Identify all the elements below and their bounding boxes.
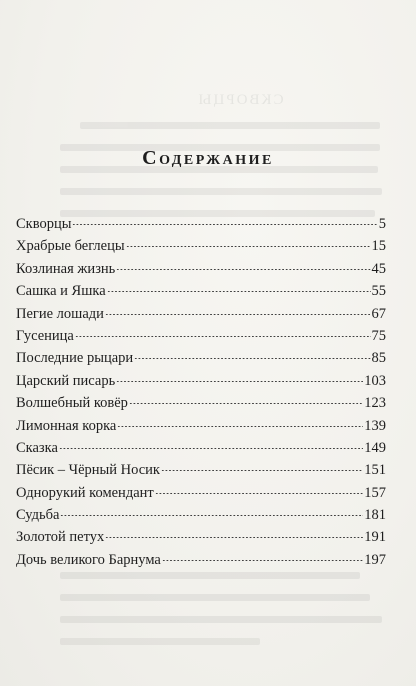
toc-entry-page-number: 123 — [364, 395, 386, 412]
toc-dot-leader — [155, 493, 364, 494]
toc-entry-page-number: 85 — [371, 350, 386, 367]
toc-entry-page-number: 5 — [378, 216, 386, 232]
toc-entry — [16, 235, 386, 257]
toc-entry — [16, 258, 386, 280]
toc-dot-leader — [72, 224, 377, 225]
toc-entry-title: Храбрые беглецы — [16, 238, 125, 255]
toc-entry-page-number: 15 — [371, 238, 386, 255]
toc-entry-title: Царский писарь — [16, 372, 116, 389]
toc-entry-title: Гусеница — [16, 327, 74, 344]
toc-entry — [16, 325, 386, 347]
toc-entry-page-number: 55 — [371, 283, 386, 300]
toc-entry-title: Козлиная жизнь — [16, 260, 116, 277]
reverse-page-heading: СКВОРЦЫ — [196, 92, 284, 108]
toc-entry — [16, 504, 386, 526]
toc-entry-page-number: 75 — [371, 327, 386, 344]
toc-dot-leader — [116, 269, 370, 270]
toc-dot-leader — [134, 358, 370, 359]
toc-dot-leader — [105, 314, 371, 315]
toc-entry-page-number: 191 — [364, 529, 386, 546]
toc-entry-title: Судьба — [16, 507, 60, 524]
toc-entry-page-number: 149 — [364, 439, 386, 456]
toc-entry-title: Однорукий комендант — [16, 484, 154, 501]
toc-dot-leader — [126, 246, 371, 247]
toc-entry — [16, 213, 386, 235]
toc-entry-page-number: 139 — [364, 417, 386, 434]
toc-entry — [16, 459, 386, 481]
toc-entry-title: Золотой петух — [16, 529, 105, 546]
toc-dot-leader — [75, 336, 371, 337]
toc-entry-title: Сашка и Яшка — [16, 283, 106, 300]
table-of-contents — [16, 213, 386, 571]
toc-entry-title: Пёсик – Чёрный Носик — [16, 462, 160, 479]
page-title: Содержание — [142, 147, 274, 169]
toc-entry-title: Последние рыцари — [16, 350, 134, 367]
toc-entry — [16, 415, 386, 437]
toc-entry-page-number: 157 — [364, 484, 386, 501]
toc-dot-leader — [117, 426, 363, 427]
toc-dot-leader — [129, 403, 363, 404]
toc-dot-leader — [105, 537, 363, 538]
toc-dot-leader — [161, 470, 363, 471]
toc-dot-leader — [107, 291, 371, 292]
toc-entry-page-number: 103 — [364, 372, 386, 389]
toc-dot-leader — [162, 560, 363, 561]
toc-entry-title: Волшебный ковёр — [16, 395, 128, 412]
reverse-text-line — [60, 616, 382, 623]
toc-entry — [16, 437, 386, 459]
toc-entry-page-number: 181 — [364, 507, 386, 524]
toc-dot-leader — [116, 381, 363, 382]
reverse-text-line — [80, 122, 380, 129]
toc-dot-leader — [60, 515, 363, 516]
toc-entry — [16, 549, 386, 571]
toc-entry-title: Пегие лошади — [16, 305, 104, 322]
toc-entry-page-number: 151 — [364, 462, 386, 479]
reverse-text-line — [60, 572, 360, 579]
toc-entry — [16, 280, 386, 302]
toc-entry — [16, 347, 386, 369]
toc-entry — [16, 303, 386, 325]
toc-entry — [16, 370, 386, 392]
toc-entry-title: Дочь великого Барнума — [16, 551, 161, 568]
toc-dot-leader — [59, 448, 363, 449]
toc-entry — [16, 392, 386, 414]
reverse-text-line — [60, 188, 382, 195]
toc-entry-title: Скворцы — [16, 216, 72, 232]
toc-entry — [16, 482, 386, 504]
toc-entry-title: Сказка — [16, 439, 58, 456]
toc-entry-page-number: 67 — [371, 305, 386, 322]
toc-entry-page-number: 197 — [364, 551, 386, 568]
toc-entry-page-number: 45 — [371, 260, 386, 277]
toc-entry — [16, 526, 386, 548]
reverse-text-line — [60, 594, 370, 601]
reverse-text-line — [60, 638, 260, 645]
toc-entry-title: Лимонная корка — [16, 417, 117, 434]
